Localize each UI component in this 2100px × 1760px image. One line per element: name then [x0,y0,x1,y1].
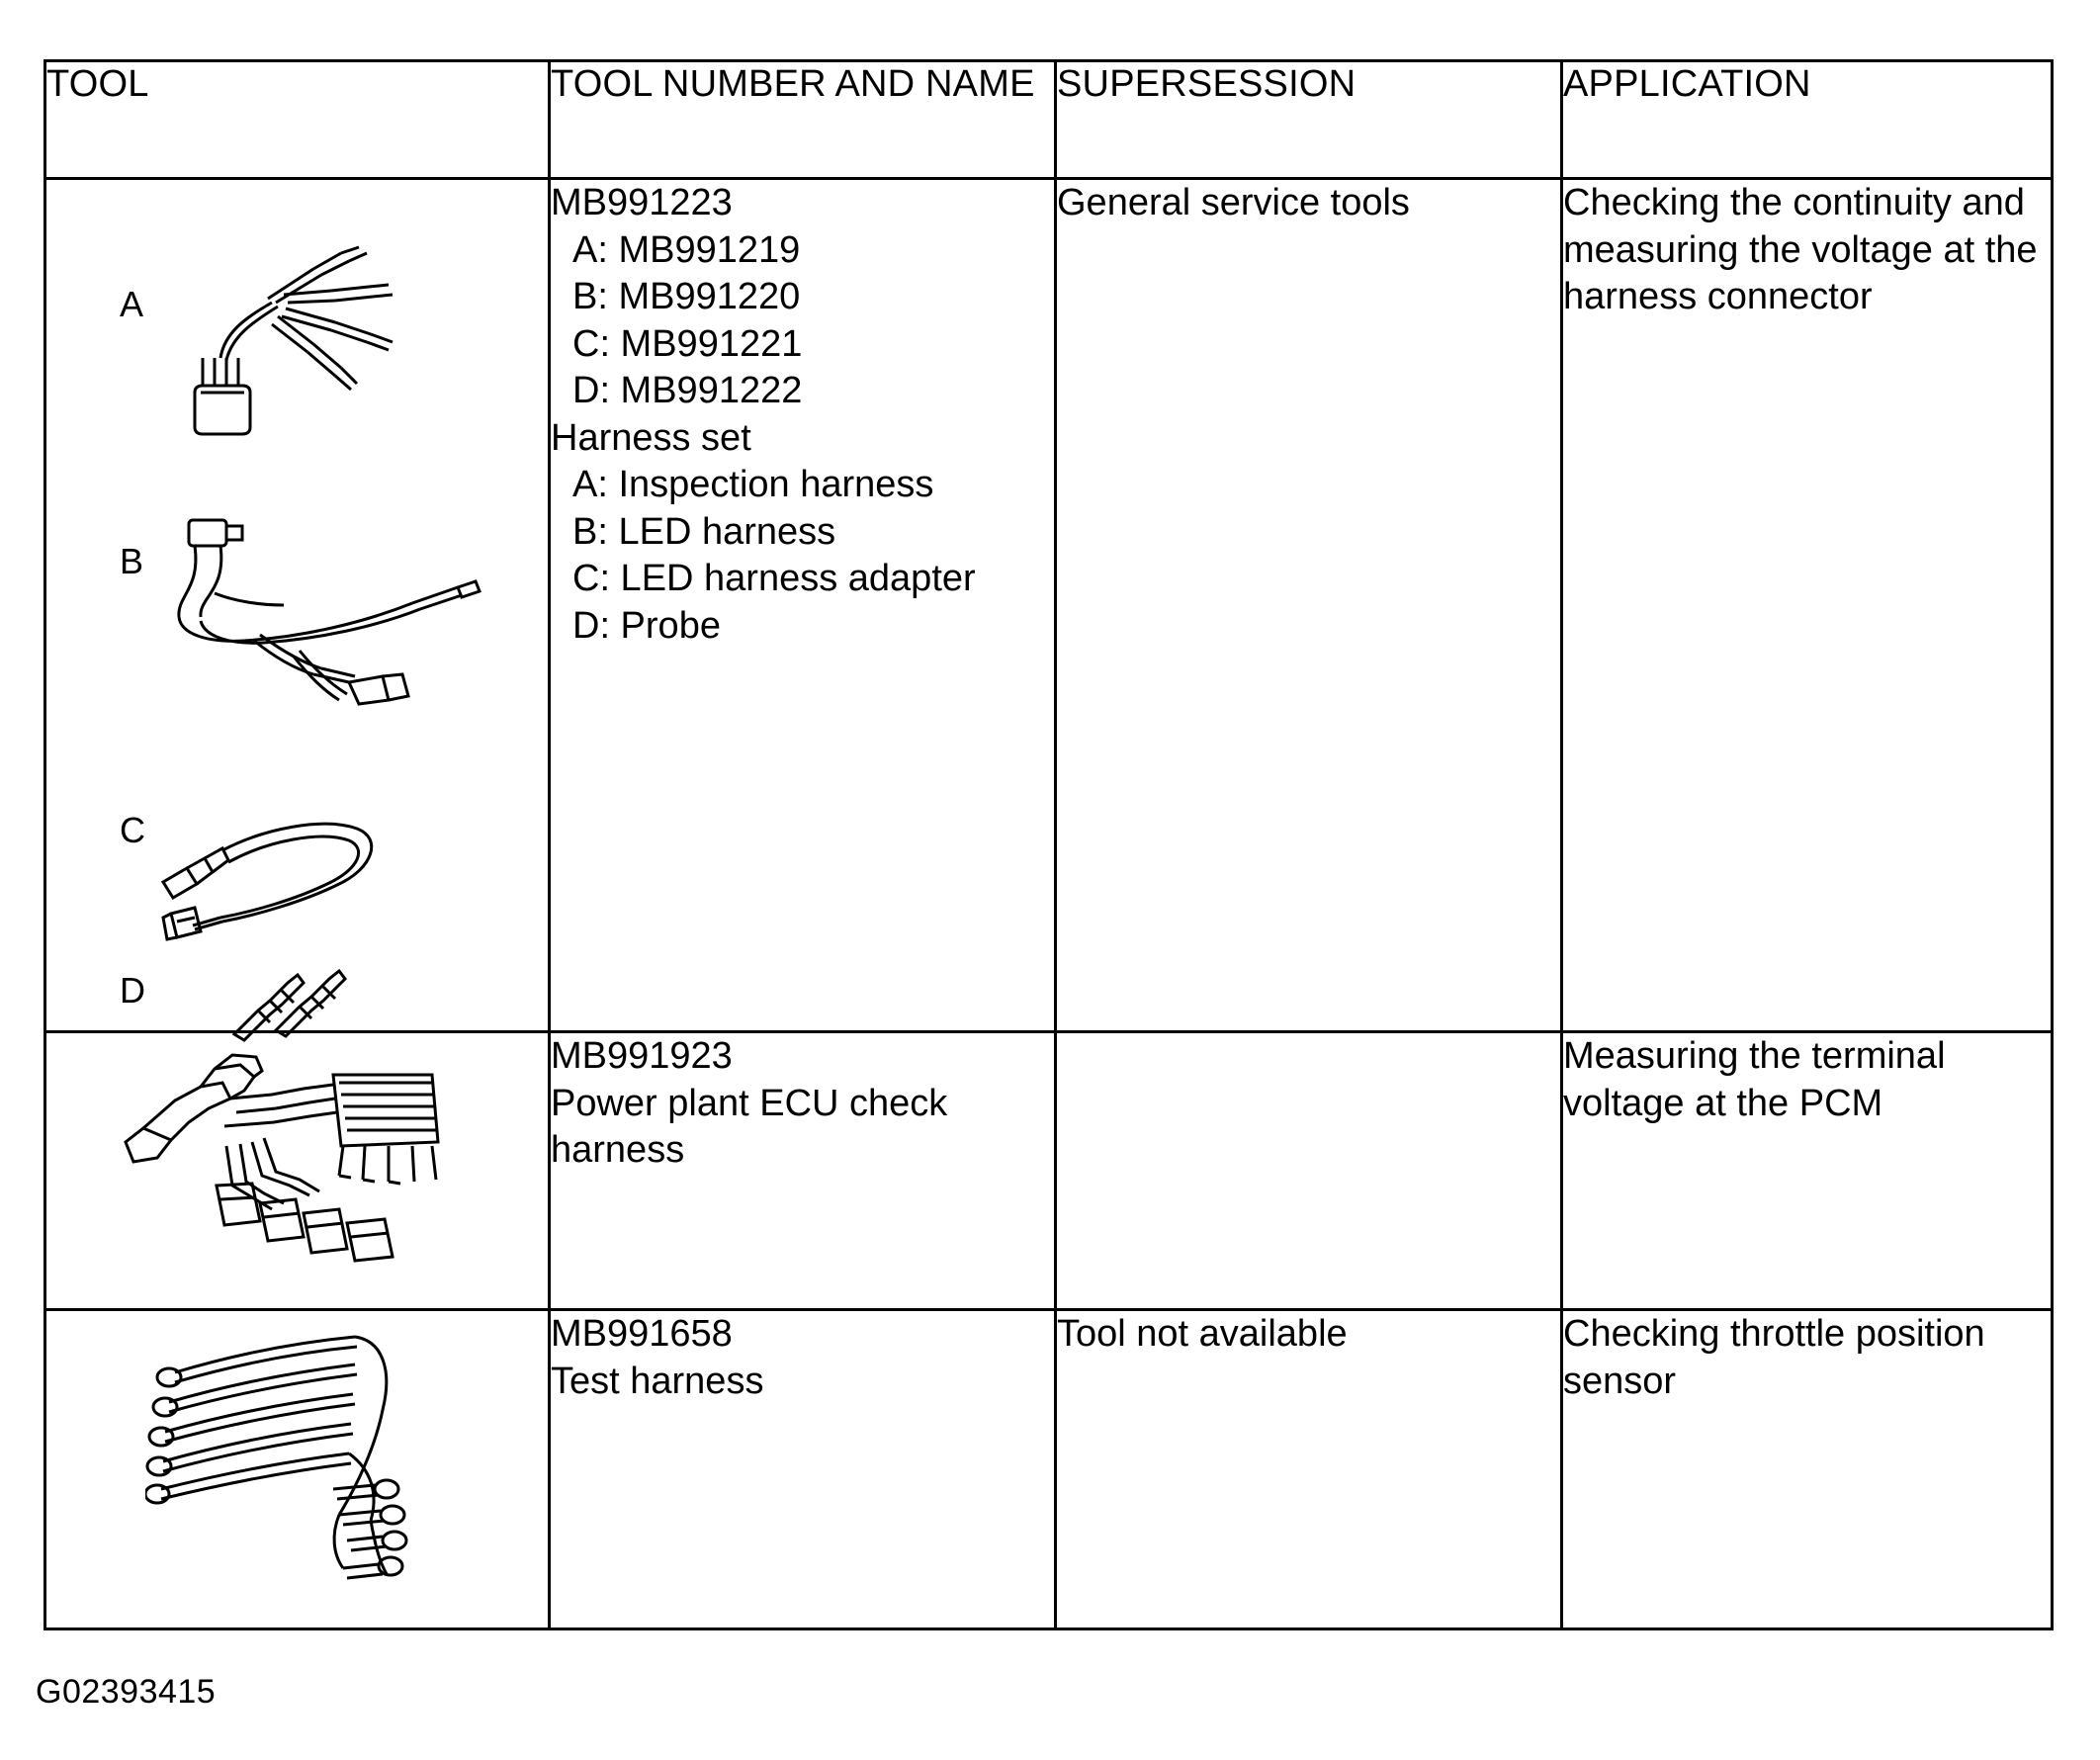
tool-number-and-name-cell-3 [550,1310,1056,1629]
tool-number-a: A: MB991219 [572,228,801,271]
supersession-cell-2 [1056,1032,1562,1310]
tool-name: Harness set [551,416,751,459]
table-row [45,1032,2053,1310]
tool-label-b: B [120,541,144,581]
tool-number-d: D: MB991222 [572,370,803,411]
tool-number: MB991223 [551,182,733,223]
column-header-application: APPLICATION [1562,61,2053,179]
table-header-row [45,61,2053,179]
inspection-harness-illustration [165,239,472,457]
table-row [45,1310,2053,1629]
tool-number-and-name-cell-1 [550,179,1056,1032]
tool-name: Power plant ECU check harness [551,1082,948,1171]
led-harness-adapter-illustration [145,773,442,951]
application-cell-2: Measuring the terminal voltage at the PCM [1562,1032,2053,1310]
tool-name-b: B: LED harness [572,510,836,553]
test-harness-illustration [145,1331,462,1598]
tool-number-and-name-cell-2 [550,1032,1056,1310]
tool-number-b: B: MB991220 [572,276,801,317]
application-cell-1: Checking the continuity and measuring the voltage at the harness connector [1562,179,2053,1032]
tool-name: Test harness [551,1360,764,1402]
tool-illustration-cell-ecu-check-harness [45,1032,550,1310]
supersession-cell-3: Tool not available [1056,1310,1562,1629]
tool-number: MB991658 [551,1313,733,1355]
table-row [45,179,2053,1032]
application-cell-3: Checking throttle position sensor [1562,1310,2053,1629]
tool-number-c: C: MB991221 [572,322,803,365]
tool-number: MB991923 [551,1035,733,1077]
figure-reference-code: G02393415 [36,1673,217,1711]
special-tools-table [44,59,2054,1630]
column-header-supersession: SUPERSESSION [1056,61,1562,179]
led-harness-illustration [165,506,491,724]
tool-name-a: A: Inspection harness [572,464,934,505]
tool-illustration-cell-harness-set [45,179,550,1032]
column-header-tool: TOOL [45,61,550,179]
tool-label-a: A [120,284,144,324]
column-header-tool-number-and-name: TOOL NUMBER AND NAME [550,61,1056,179]
power-plant-ecu-check-harness-illustration [106,1047,481,1275]
tool-name-d: D: Probe [572,604,721,647]
tool-label-c: C [120,810,145,850]
tool-illustration-cell-test-harness [45,1310,550,1629]
tool-name-c: C: LED harness adapter [572,558,976,599]
tool-label-d: D [120,970,145,1011]
supersession-cell-1: General service tools [1056,179,1562,1032]
